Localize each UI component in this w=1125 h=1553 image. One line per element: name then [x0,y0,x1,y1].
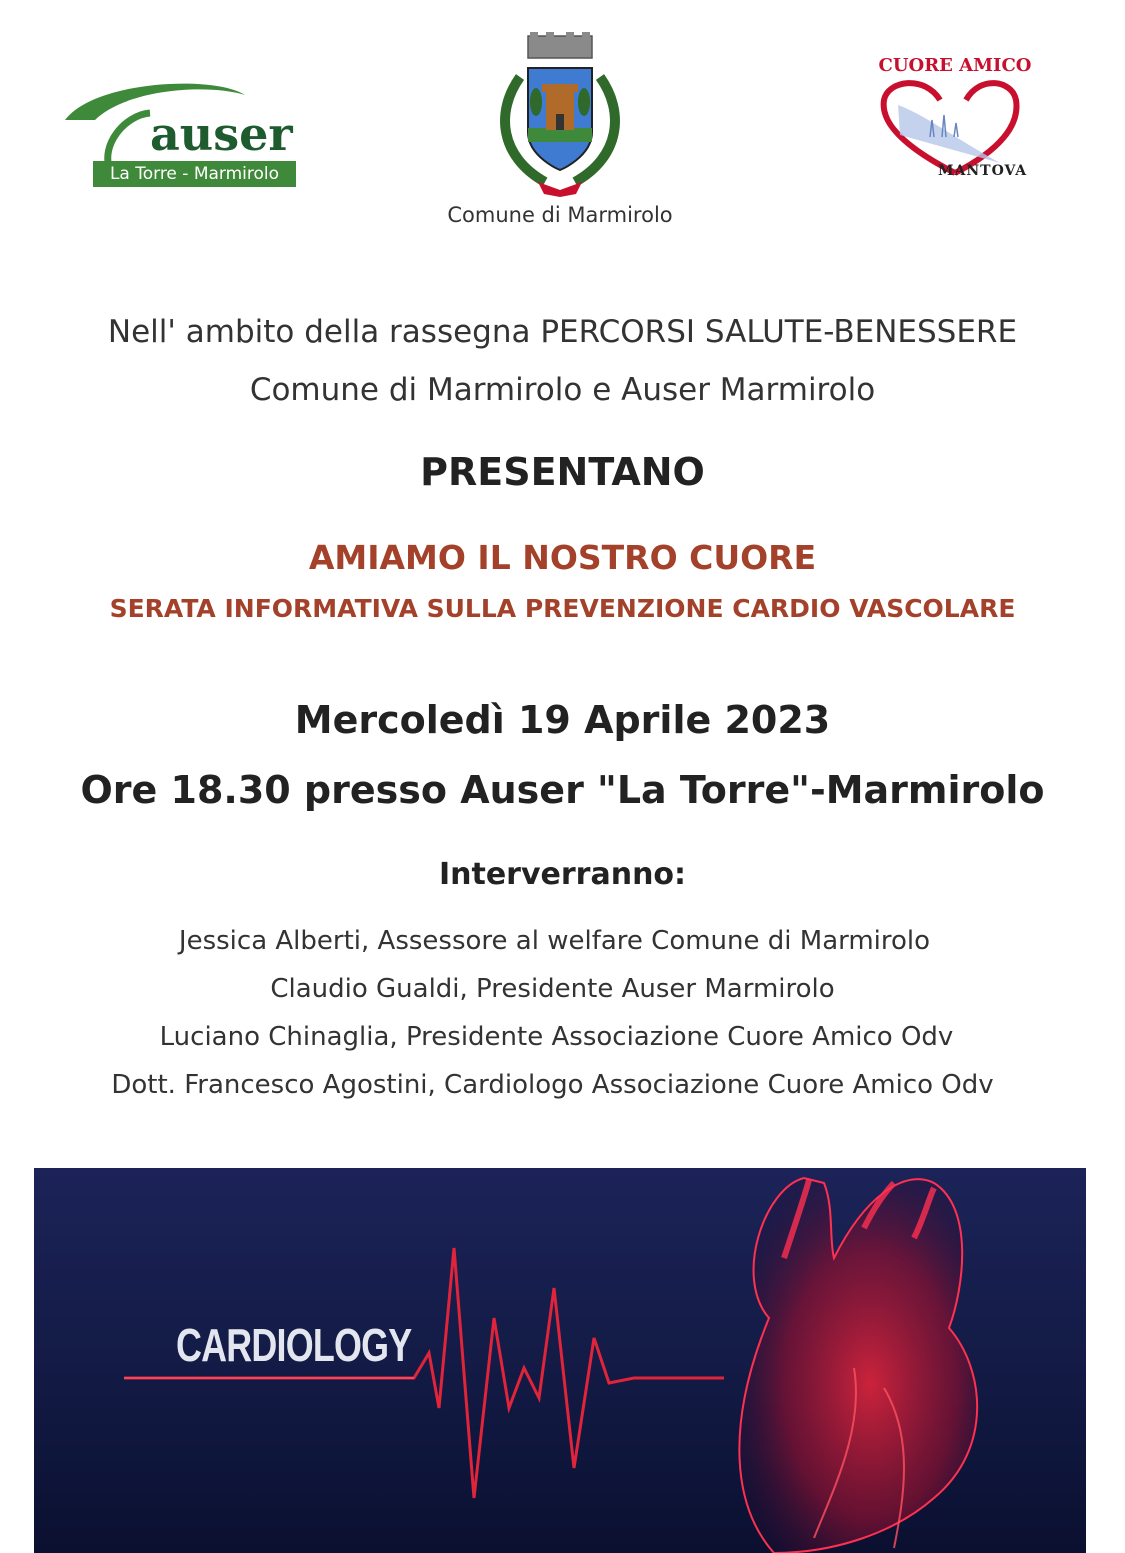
event-date: Mercoledì 19 Aprile 2023 [294,698,831,742]
event-title: AMIAMO IL NOSTRO CUORE [308,538,817,577]
auser-logo [55,75,305,195]
intro-line-1: Nell' ambito della rassegna PERCORSI SALUTE-BENESSERE [107,314,1018,350]
speaker-item: Luciano Chinaglia, Presidente Associazione Cuore Amico Odv [159,1022,954,1052]
auser-wordmark: auser [150,107,293,161]
speaker-item: Jessica Alberti, Assessore al welfare Comune di Marmirolo [178,926,931,956]
speakers-heading: Interverranno: [438,857,687,892]
event-subtitle: SERATA INFORMATIVA SULLA PREVENZIONE CARDIO VASCOLARE [109,594,1016,623]
speaker-item: Dott. Francesco Agostini, Cardiologo Associazione Cuore Amico Odv [111,1070,994,1100]
event-time-place: Ore 18.30 presso Auser "La Torre"-Marmirolo [80,768,1045,812]
cuore-amico-subtitle: MANTOVA [938,163,1028,179]
cuore-amico-title: CUORE AMICO [878,55,1032,76]
auser-subtitle: La Torre - Marmirolo [93,161,296,187]
presentano-heading: PRESENTANO [420,450,705,494]
cardiology-banner [34,1168,1086,1553]
intro-line-2: Comune di Marmirolo e Auser Marmirolo [249,372,876,408]
speaker-item: Claudio Gualdi, Presidente Auser Marmirolo [270,974,835,1004]
banner-text: CARDIOLOGY [176,1319,412,1371]
cuore-amico-logo [870,55,1040,185]
comune-label: Comune di Marmirolo [447,203,673,227]
coat-of-arms-icon [490,32,630,200]
comune-crest [490,32,630,200]
